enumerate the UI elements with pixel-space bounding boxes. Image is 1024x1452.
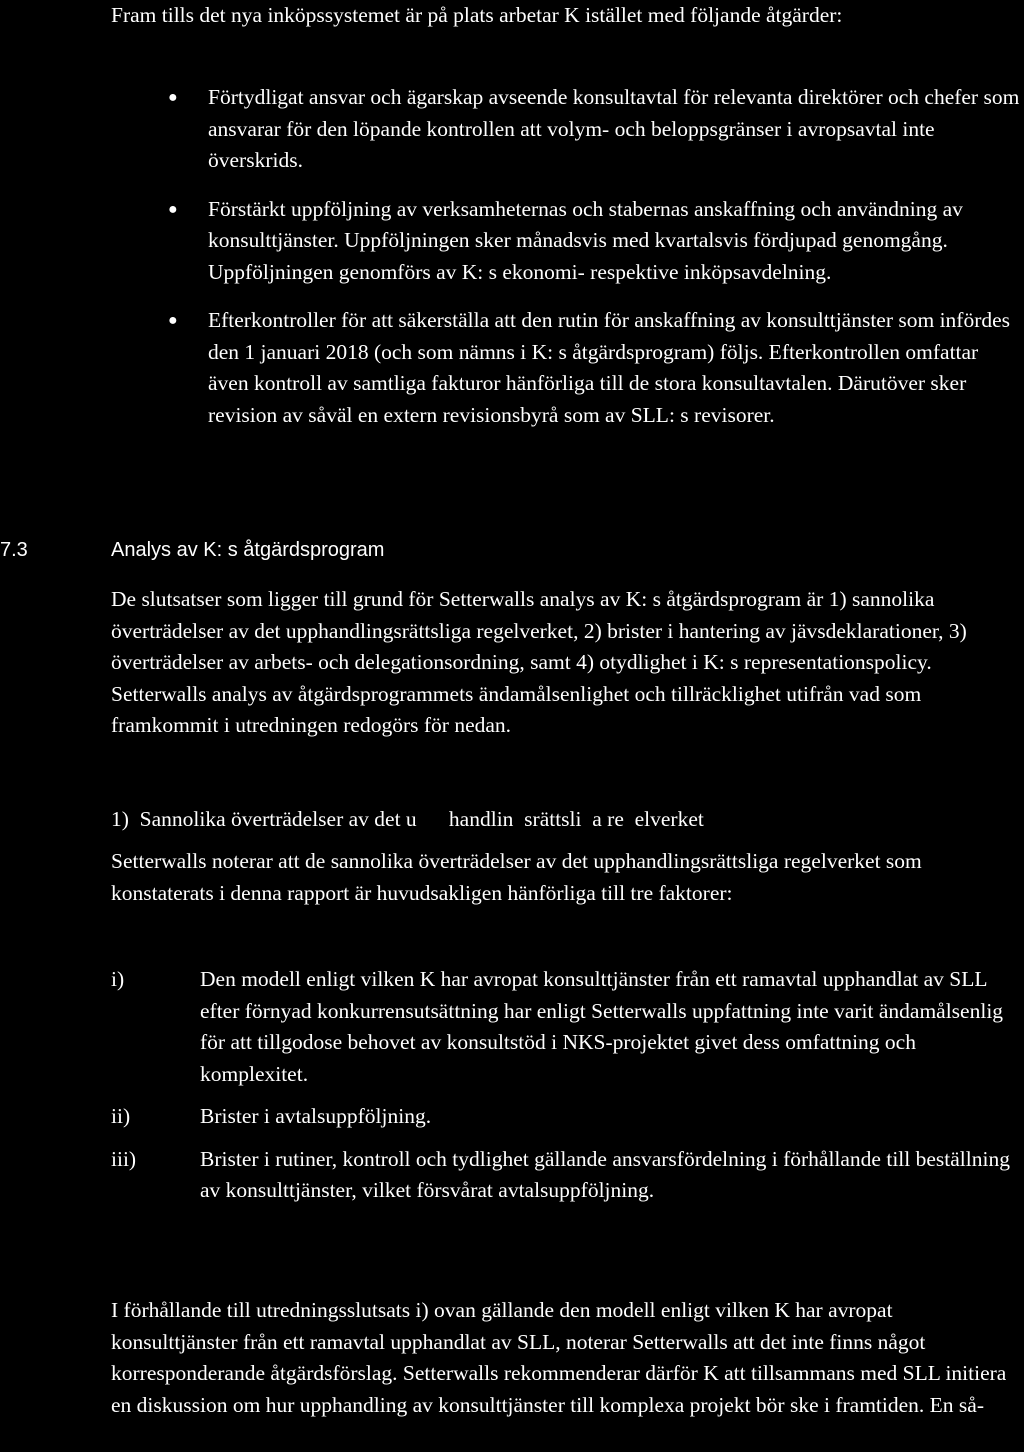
factors-paragraph: Setterwalls noterar att de sannolika överträdelser av det upphandlingsrättsliga regelverket som konstaterats i denna rapport är huvudsakligen hänförliga till tre faktorer: [111,849,922,905]
list-item-text: Efterkontroller för att säkerställa att den rutin för anskaffning av konsulttjänster som infördes den 1 januari 2018 (och som nämns i K: s åtgärdsprogram) följs. Efterkontrollen omfattar även kontroll av samtliga fakturor hänförliga till de stora konsultavtalen. Därutöver sker revision av såväl en extern revisionsbyrå som av SLL: s revisorer. [208,308,1011,427]
list-marker: iii) [111,1146,137,1171]
bullet-icon: ● [168,89,178,106]
list-item [111,1101,1021,1133]
list-item-text: Förstärkt uppföljning av verksamheternas och stabernas anskaffning och användning av konsulttjänster. Uppföljningen sker månadsvis med kvartalsvis fördjupad genomgång. Uppföljningen genomförs av K: s ekonomi- respektive inköpsavdelning. [208,196,963,284]
final-paragraph: I förhållande till utredningsslutsats i) ovan gällande den modell enligt vilken K har avropat konsulttjänster från ett ramavtal upphandlat av SLL, noterar Setterwalls att det inte finns något korresponderande åtgärdsförslag. Setterwalls rekommenderar därför K att tillsammans med SLL initiera en diskussion om hur upphandling av konsulttjänster till komplexa projekt bör ske i framtiden. En så- [111,1298,1007,1417]
list-item-text: Brister i avtalsuppföljning. [200,1104,432,1128]
bullet-icon: ● [168,200,178,218]
sub-heading: 1) Sannolika överträdelser av det u handlin srättsli a re elverket [111,807,704,831]
factors-list [111,964,1021,1218]
list-item [150,82,1020,177]
section-title: Analys av K: s åtgärdsprogram [111,539,385,561]
conclusions-paragraph: De slutsatser som ligger till grund för Setterwalls analys av K: s åtgärdsprogram är 1) sannolika överträdelser av det upphandlingsrättsliga regelverket, 2) brister i hantering av jävsdeklarationer, 3) överträdelser av arbets- och delegationsordning, samt 4) otydlighet i K: s representationspolicy. Setterwalls analys av åtgärdsprogrammets ändamålsenlighet och tillräcklighet utifrån vad som framkommit i utredningen redogörs för nedan. [111,587,967,737]
list-item-text: Brister i rutiner, kontroll och tydlighet gällande ansvarsfördelning i förhållande till beställning av konsulttjänster, vilket försvårat avtalsuppföljning. [200,1146,1010,1202]
list-marker: i) [111,967,125,991]
list-item [111,1144,1021,1207]
list-item [150,305,1020,431]
list-item-text: Den modell enligt vilken K har avropat konsulttjänster från ett ramavtal upphandlat av SLL efter förnyad konkurrensutsättning har enligt Setterwalls uppfattning inte varit ändamålsenlig för att tillgodose behovet av konsultstöd i NKS-projektet givet dess omfattning och komplexitet. [200,967,1004,1086]
intro-paragraph: Fram tills det nya inköpssystemet är på plats arbetar K istället med följande åtgärder: [111,3,843,27]
list-item-text: Förtydligat ansvar och ägarskap avseende konsultavtal för relevanta direktörer och chefer som ansvarar för den löpande kontrollen att volym- och beloppsgränser i avropsavtal inte överskrids. [208,85,1020,172]
list-item [111,964,1021,1090]
section-number: 7.3 [0,539,28,561]
bullet-icon: ● [168,312,178,329]
measures-list [150,82,1020,448]
list-marker: ii) [111,1104,131,1128]
list-item [150,194,1020,289]
